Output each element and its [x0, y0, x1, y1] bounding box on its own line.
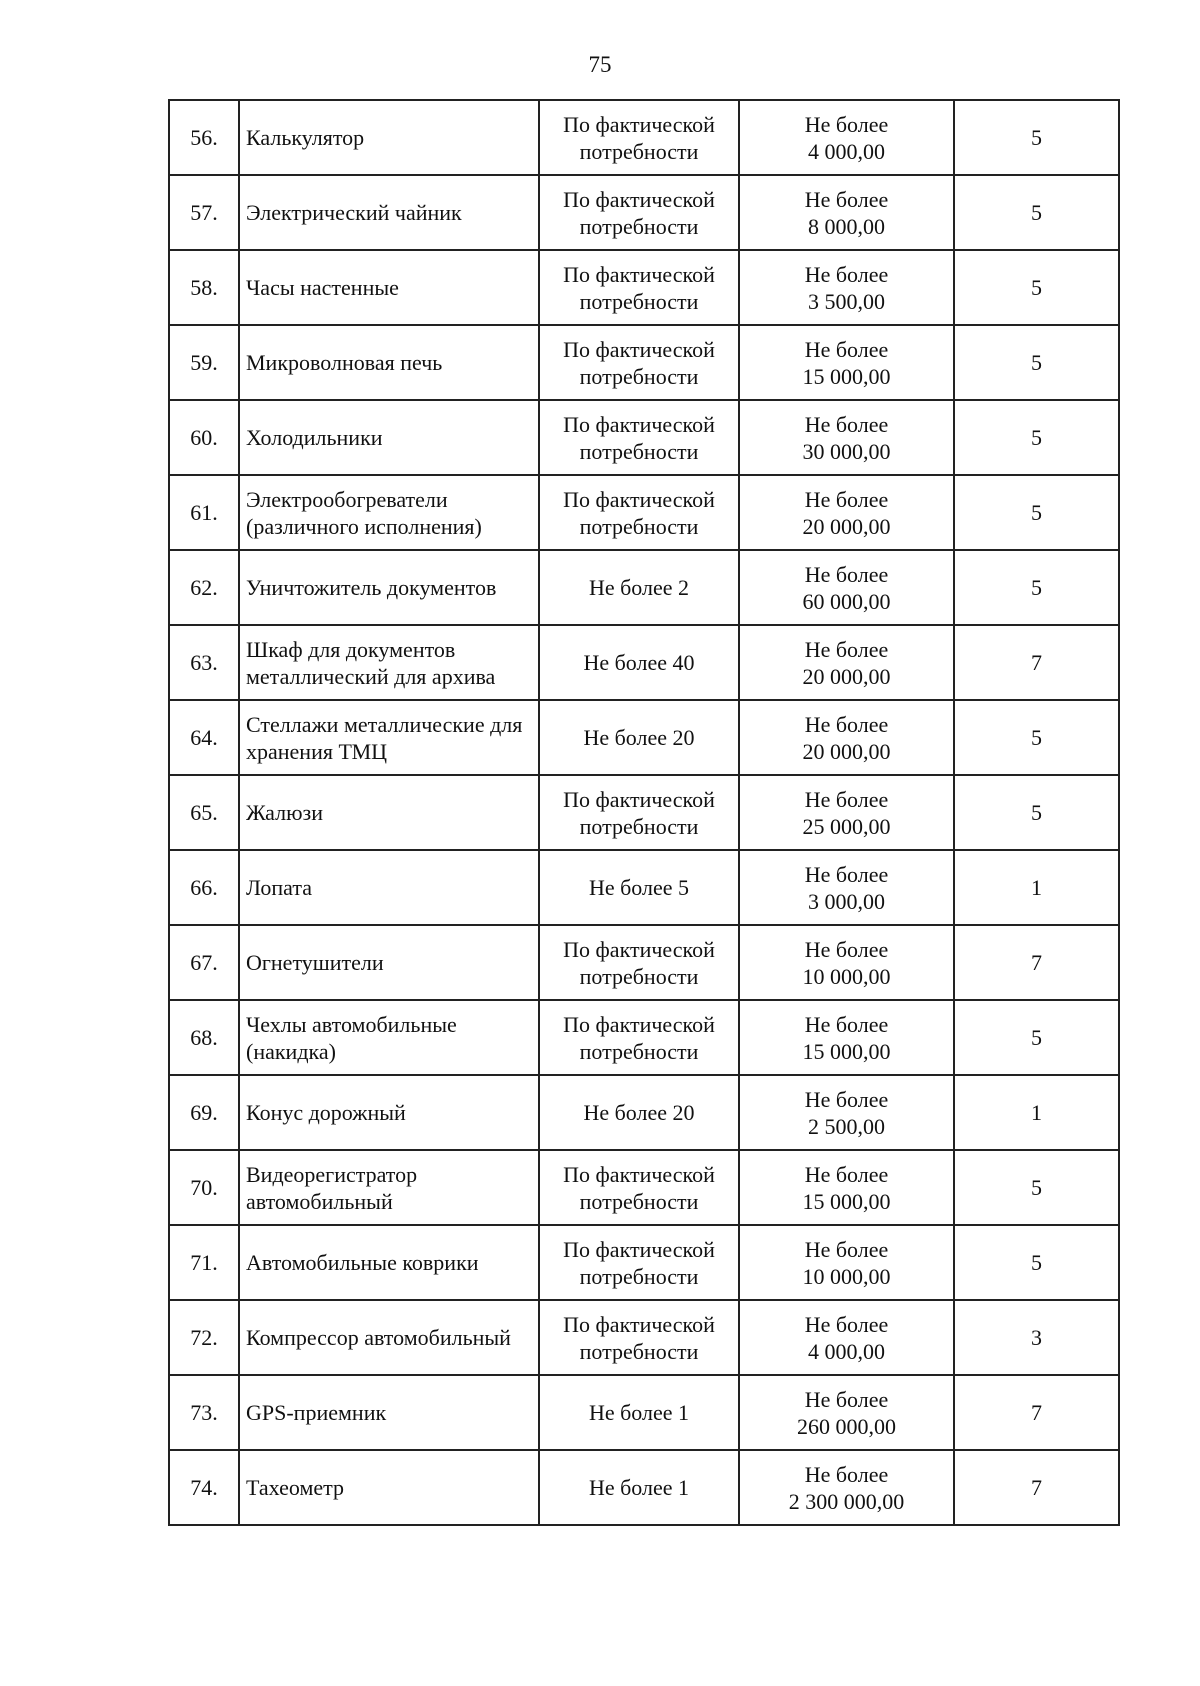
price-cell	[739, 925, 954, 1000]
row-number-cell: 56.	[169, 100, 239, 175]
service-life-cell: 5	[954, 100, 1119, 175]
price-value: 2 500,00	[808, 1113, 885, 1139]
table-row	[169, 1075, 1119, 1150]
service-life-cell: 5	[954, 775, 1119, 850]
price-cell	[739, 1300, 954, 1375]
table-row	[169, 325, 1119, 400]
quantity-cell: По фактической потребности	[539, 250, 739, 325]
service-life-cell: 7	[954, 1375, 1119, 1450]
items-table-body	[169, 100, 1119, 1525]
price-cell	[739, 175, 954, 250]
service-life-cell: 5	[954, 400, 1119, 475]
quantity-cell: По фактической потребности	[539, 325, 739, 400]
price-cell	[739, 625, 954, 700]
item-name-cell: Видеорегистратор автомобильный	[239, 1150, 539, 1225]
price-label: Не более	[804, 1011, 889, 1037]
row-number-cell: 68.	[169, 1000, 239, 1075]
service-life-cell: 1	[954, 1075, 1119, 1150]
table-row	[169, 100, 1119, 175]
price-cell	[739, 1225, 954, 1300]
row-number-cell: 60.	[169, 400, 239, 475]
price-value: 2 300 000,00	[788, 1488, 905, 1514]
price-cell	[739, 775, 954, 850]
price-value: 15 000,00	[802, 363, 891, 389]
item-name-cell: Уничтожитель документов	[239, 550, 539, 625]
service-life-cell: 7	[954, 925, 1119, 1000]
item-name-cell: Шкаф для документов металлический для архива	[239, 625, 539, 700]
row-number-cell: 72.	[169, 1300, 239, 1375]
table-row	[169, 625, 1119, 700]
item-name-cell: Чехлы автомобильные (накидка)	[239, 1000, 539, 1075]
quantity-cell: Не более 1	[539, 1450, 739, 1525]
row-number-cell: 61.	[169, 475, 239, 550]
price-label: Не более	[804, 936, 889, 962]
price-label: Не более	[804, 261, 889, 287]
price-value: 3 500,00	[808, 288, 885, 314]
service-life-cell: 5	[954, 250, 1119, 325]
service-life-cell: 5	[954, 1225, 1119, 1300]
item-name-cell: Микроволновая печь	[239, 325, 539, 400]
table-row	[169, 1000, 1119, 1075]
row-number-cell: 65.	[169, 775, 239, 850]
price-label: Не более	[804, 411, 889, 437]
service-life-cell: 5	[954, 700, 1119, 775]
quantity-cell: По фактической потребности	[539, 1000, 739, 1075]
item-name-cell: Лопата	[239, 850, 539, 925]
quantity-cell: По фактической потребности	[539, 175, 739, 250]
item-name-cell: Конус дорожный	[239, 1075, 539, 1150]
service-life-cell: 7	[954, 1450, 1119, 1525]
service-life-cell: 1	[954, 850, 1119, 925]
price-value: 30 000,00	[802, 438, 891, 464]
quantity-cell: Не более 5	[539, 850, 739, 925]
price-cell	[739, 700, 954, 775]
price-cell	[739, 325, 954, 400]
item-name-cell: Компрессор автомобильный	[239, 1300, 539, 1375]
row-number-cell: 64.	[169, 700, 239, 775]
price-label: Не более	[804, 486, 889, 512]
price-value: 20 000,00	[802, 663, 891, 689]
quantity-cell: Не более 40	[539, 625, 739, 700]
item-name-cell: Калькулятор	[239, 100, 539, 175]
row-number-cell: 58.	[169, 250, 239, 325]
price-cell	[739, 850, 954, 925]
price-label: Не более	[804, 1386, 889, 1412]
price-cell	[739, 1375, 954, 1450]
row-number-cell: 69.	[169, 1075, 239, 1150]
service-life-cell: 7	[954, 625, 1119, 700]
price-value: 260 000,00	[797, 1413, 896, 1439]
price-cell	[739, 1150, 954, 1225]
price-cell	[739, 1450, 954, 1525]
price-cell	[739, 100, 954, 175]
table-row	[169, 400, 1119, 475]
service-life-cell: 3	[954, 1300, 1119, 1375]
quantity-cell: По фактической потребности	[539, 1150, 739, 1225]
price-value: 8 000,00	[808, 213, 885, 239]
page-number: 75	[588, 52, 612, 77]
price-label: Не более	[804, 1461, 889, 1487]
price-value: 3 000,00	[808, 888, 885, 914]
quantity-cell: Не более 2	[539, 550, 739, 625]
price-label: Не более	[804, 1161, 889, 1187]
quantity-cell: По фактической потребности	[539, 400, 739, 475]
service-life-cell: 5	[954, 1150, 1119, 1225]
price-value: 25 000,00	[802, 813, 891, 839]
row-number-cell: 71.	[169, 1225, 239, 1300]
price-label: Не более	[804, 1236, 889, 1262]
table-row	[169, 700, 1119, 775]
price-value: 15 000,00	[802, 1188, 891, 1214]
row-number-cell: 62.	[169, 550, 239, 625]
price-cell	[739, 550, 954, 625]
quantity-cell: По фактической потребности	[539, 1300, 739, 1375]
price-value: 60 000,00	[802, 588, 891, 614]
price-label: Не более	[804, 561, 889, 587]
price-label: Не более	[804, 711, 889, 737]
price-label: Не более	[804, 1311, 889, 1337]
quantity-cell: Не более 1	[539, 1375, 739, 1450]
table-row	[169, 1150, 1119, 1225]
table-row	[169, 925, 1119, 1000]
item-name-cell: Холодильники	[239, 400, 539, 475]
item-name-cell: Часы настенные	[239, 250, 539, 325]
service-life-cell: 5	[954, 475, 1119, 550]
price-cell	[739, 250, 954, 325]
row-number-cell: 66.	[169, 850, 239, 925]
service-life-cell: 5	[954, 1000, 1119, 1075]
price-value: 20 000,00	[802, 513, 891, 539]
row-number-cell: 57.	[169, 175, 239, 250]
quantity-cell: По фактической потребности	[539, 1225, 739, 1300]
price-cell	[739, 1000, 954, 1075]
price-value: 15 000,00	[802, 1038, 891, 1064]
item-name-cell: Электрический чайник	[239, 175, 539, 250]
service-life-cell: 5	[954, 325, 1119, 400]
row-number-cell: 70.	[169, 1150, 239, 1225]
price-label: Не более	[804, 336, 889, 362]
row-number-cell: 63.	[169, 625, 239, 700]
table-row	[169, 850, 1119, 925]
quantity-cell: Не более 20	[539, 700, 739, 775]
price-value: 4 000,00	[808, 1338, 885, 1364]
quantity-cell: По фактической потребности	[539, 475, 739, 550]
price-value: 20 000,00	[802, 738, 891, 764]
row-number-cell: 73.	[169, 1375, 239, 1450]
item-name-cell: Автомобильные коврики	[239, 1225, 539, 1300]
price-value: 10 000,00	[802, 963, 891, 989]
service-life-cell: 5	[954, 550, 1119, 625]
table-row	[169, 175, 1119, 250]
service-life-cell: 5	[954, 175, 1119, 250]
price-label: Не более	[804, 186, 889, 212]
price-label: Не более	[804, 1086, 889, 1112]
table-row	[169, 775, 1119, 850]
price-cell	[739, 475, 954, 550]
item-name-cell: Огнетушители	[239, 925, 539, 1000]
price-label: Не более	[804, 636, 889, 662]
row-number-cell: 59.	[169, 325, 239, 400]
row-number-cell: 67.	[169, 925, 239, 1000]
quantity-cell: По фактической потребности	[539, 775, 739, 850]
item-name-cell: Жалюзи	[239, 775, 539, 850]
table-row	[169, 1300, 1119, 1375]
table-row	[169, 475, 1119, 550]
price-label: Не более	[804, 111, 889, 137]
quantity-cell: По фактической потребности	[539, 100, 739, 175]
items-table	[168, 99, 1120, 1526]
quantity-cell: Не более 20	[539, 1075, 739, 1150]
item-name-cell: Тахеометр	[239, 1450, 539, 1525]
price-label: Не более	[804, 861, 889, 887]
item-name-cell: Электрообогреватели (различного исполнения)	[239, 475, 539, 550]
quantity-cell: По фактической потребности	[539, 925, 739, 1000]
table-row	[169, 1450, 1119, 1525]
item-name-cell: GPS-приемник	[239, 1375, 539, 1450]
price-cell	[739, 400, 954, 475]
table-row	[169, 1375, 1119, 1450]
price-value: 10 000,00	[802, 1263, 891, 1289]
price-value: 4 000,00	[808, 138, 885, 164]
price-label: Не более	[804, 786, 889, 812]
table-row	[169, 550, 1119, 625]
row-number-cell: 74.	[169, 1450, 239, 1525]
table-row	[169, 1225, 1119, 1300]
item-name-cell: Стеллажи металлические для хранения ТМЦ	[239, 700, 539, 775]
price-cell	[739, 1075, 954, 1150]
table-row	[169, 250, 1119, 325]
